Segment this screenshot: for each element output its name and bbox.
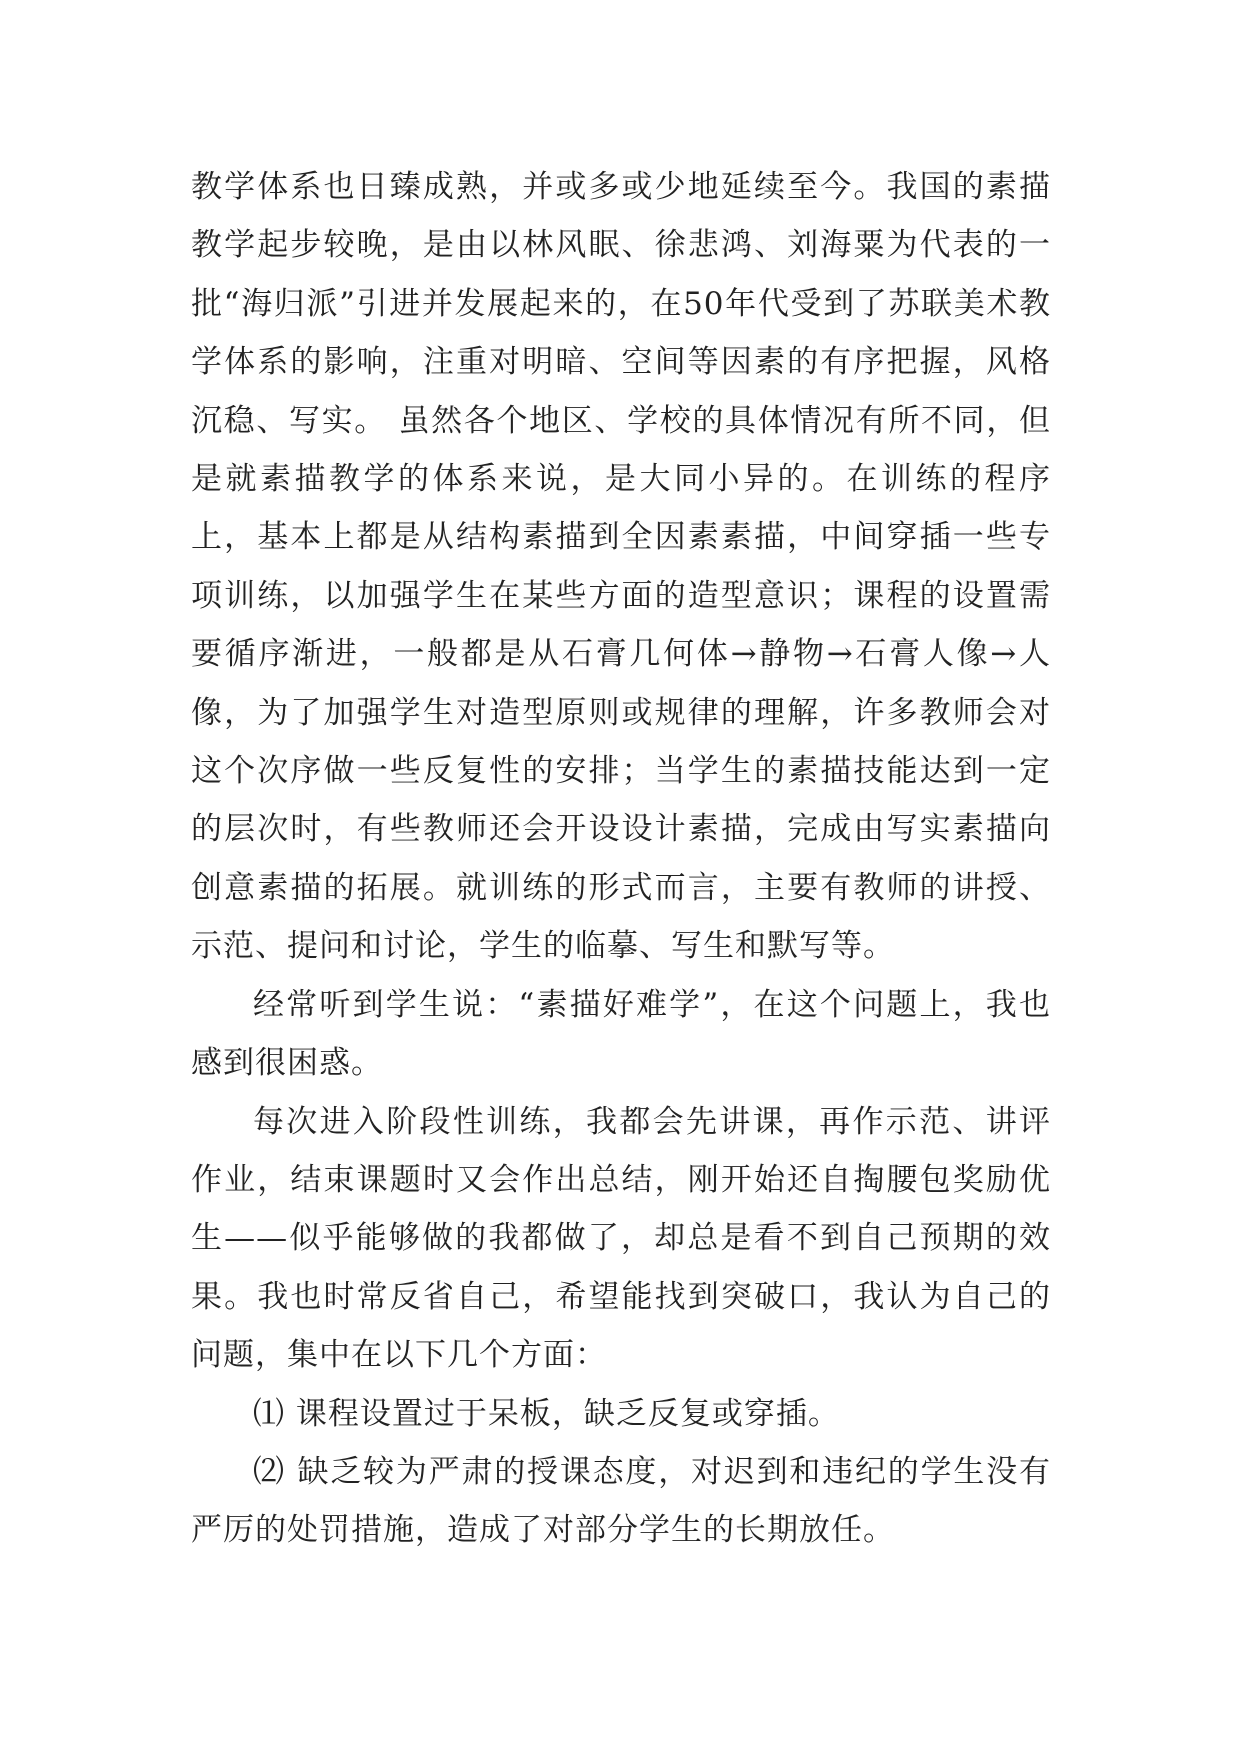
- list-item-problem-2: ⑵ 缺乏较为严肃的授课态度，对迟到和违纪的学生没有严厉的处罚措施，造成了对部分学生的长期放任。: [191, 1453, 1051, 1549]
- list-item-problem-1: ⑴ 课程设置过于呆板，缺乏反复或穿插。: [253, 1395, 840, 1432]
- paragraph-student-difficulty: 经常听到学生说：“素描好难学”，在这个问题上，我也感到很困惑。: [191, 986, 1051, 1082]
- paragraph-sketch-teaching-system: 教学体系也日臻成熟，并或多或少地延续至今。我国的素描教学起步较晚，是由以林风眠、徐悲鸿、刘海粟为代表的一批“海归派”引进并发展起来的，在50年代受到了苏联美术教学体系的影响，注重对明暗、空间等因素的有序把握，风格沉稳、写实。 虽然各个地区、学校的具体情况有所不同，但是就素描教学的体系来说，是大同小异的。在训练的程序上，基本上都是从结构素描到全因素素描，中间穿插一些专项训练，以加强学生在某些方面的造型意识；课程的设置需要循序渐进，一般都是从石膏几何体→静物→石膏人像→人像，为了加强学生对造型原则或规律的理解，许多教师会对这个次序做一些反复性的安排；当学生的素描技能达到一定的层次时，有些教师还会开设设计素描，完成由写实素描向创意素描的拓展。就训练的形式而言，主要有教师的讲授、示范、提问和讨论，学生的临摹、写生和默写等。: [191, 169, 1051, 965]
- document-body: [191, 158, 1051, 1560]
- paragraph-self-reflection: 每次进入阶段性训练，我都会先讲课，再作示范、讲评作业，结束课题时又会作出总结，刚开始还自掏腰包奖励优生——似乎能够做的我都做了，却总是看不到自己预期的效果。我也时常反省自己，希望能找到突破口，我认为自己的问题，集中在以下几个方面：: [191, 1103, 1051, 1374]
